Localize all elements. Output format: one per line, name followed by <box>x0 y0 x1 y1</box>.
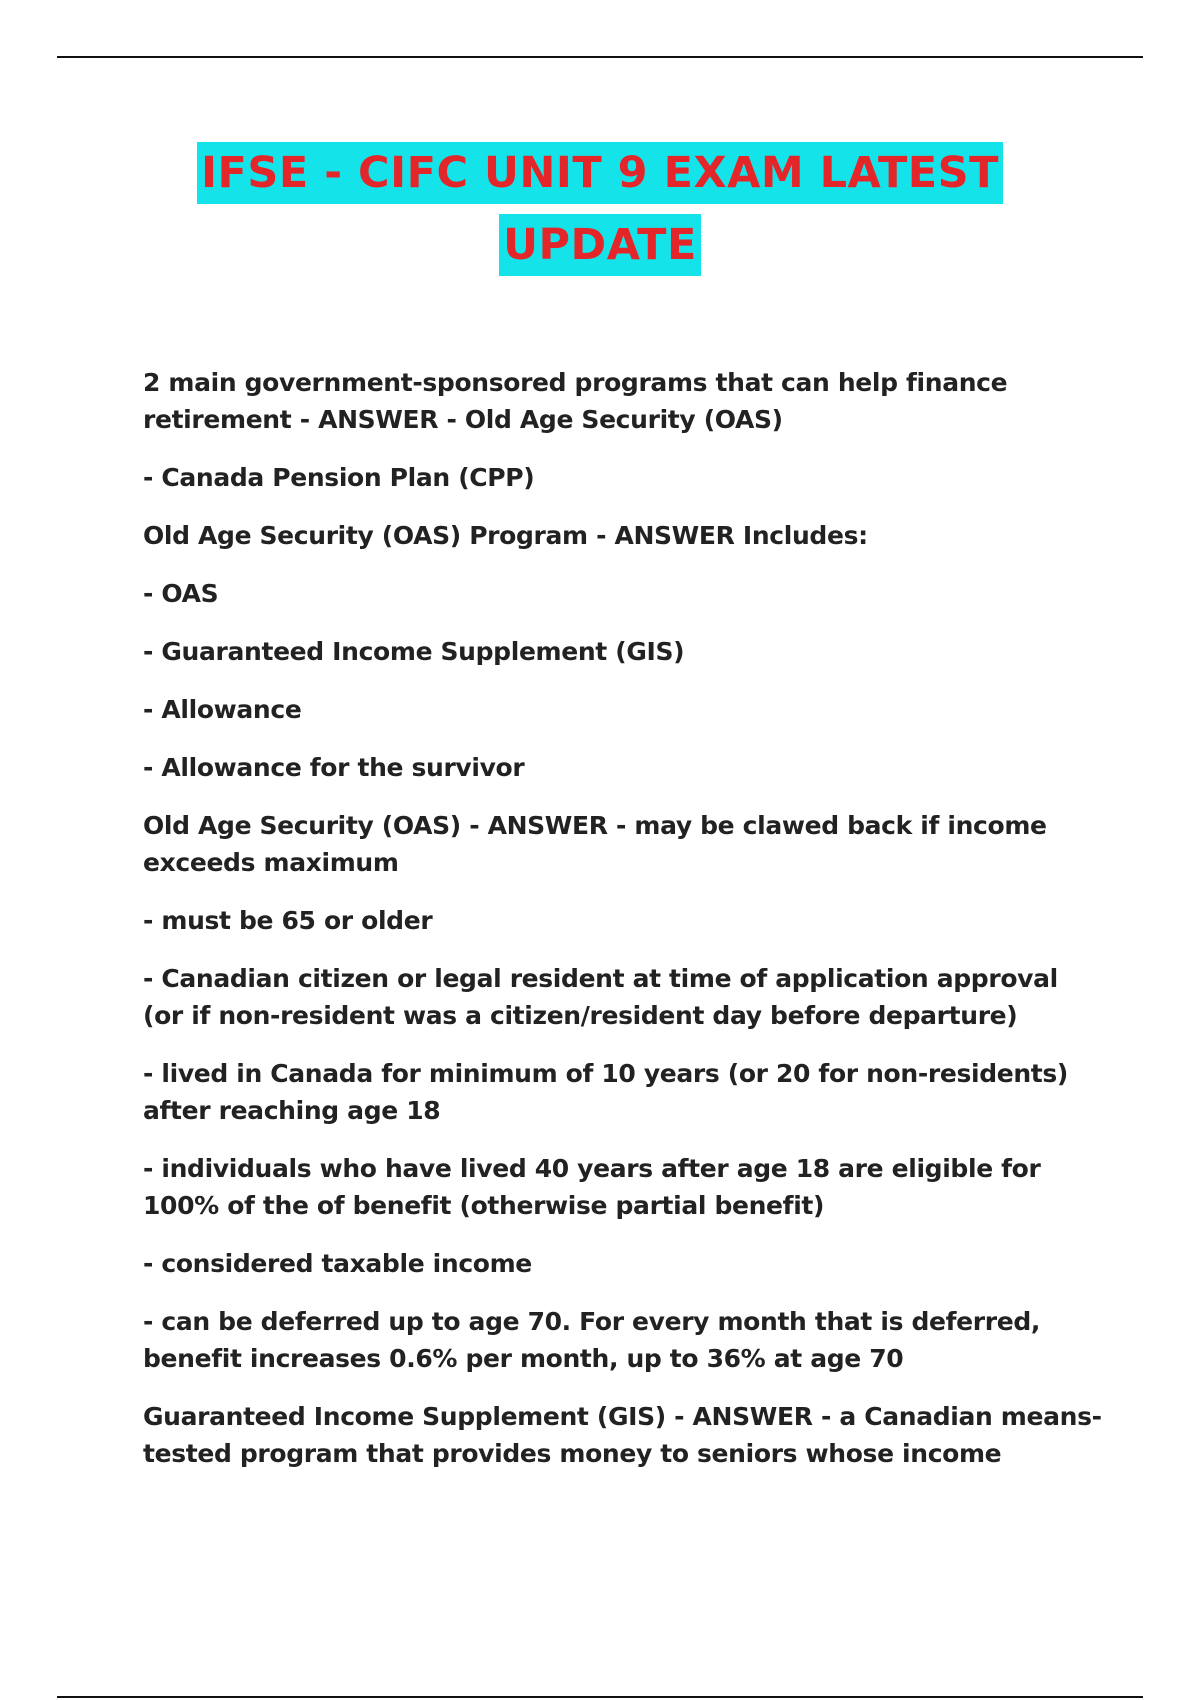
paragraph: - considered taxable income <box>143 1249 532 1278</box>
document-body <box>143 364 1103 1493</box>
paragraph: - lived in Canada for minimum of 10 years (or 20 for non-residents) after reaching age 18 <box>143 1059 1069 1125</box>
paragraph: - Guaranteed Income Supplement (GIS) <box>143 637 685 666</box>
paragraph: - Allowance <box>143 695 302 724</box>
paragraph: 2 main government-sponsored programs that can help finance retirement - ANSWER - Old Age Security (OAS) <box>143 368 1008 434</box>
title-line-2: UPDATE <box>499 214 701 276</box>
paragraph: - Canada Pension Plan (CPP) <box>143 463 535 492</box>
document-title <box>0 142 1200 276</box>
paragraph: Old Age Security (OAS) Program - ANSWER Includes: <box>143 521 868 550</box>
paragraph: - Allowance for the survivor <box>143 753 525 782</box>
paragraph: - individuals who have lived 40 years after age 18 are eligible for 100% of the of benefit (otherwise partial benefit) <box>143 1154 1041 1220</box>
bottom-rule <box>57 1696 1143 1698</box>
paragraph: Guaranteed Income Supplement (GIS) - ANSWER - a Canadian means-tested program that provides money to seniors whose income <box>143 1402 1102 1468</box>
paragraph: - must be 65 or older <box>143 906 433 935</box>
paragraph: - Canadian citizen or legal resident at time of application approval (or if non-resident was a citizen/resident day before departure) <box>143 964 1058 1030</box>
paragraph: Old Age Security (OAS) - ANSWER - may be clawed back if income exceeds maximum <box>143 811 1047 877</box>
title-line-1: IFSE - CIFC UNIT 9 EXAM LATEST <box>197 142 1003 204</box>
top-rule <box>57 56 1143 58</box>
paragraph: - OAS <box>143 579 219 608</box>
paragraph: - can be deferred up to age 70. For every month that is deferred, benefit increases 0.6% per month, up to 36% at age 70 <box>143 1307 1041 1373</box>
